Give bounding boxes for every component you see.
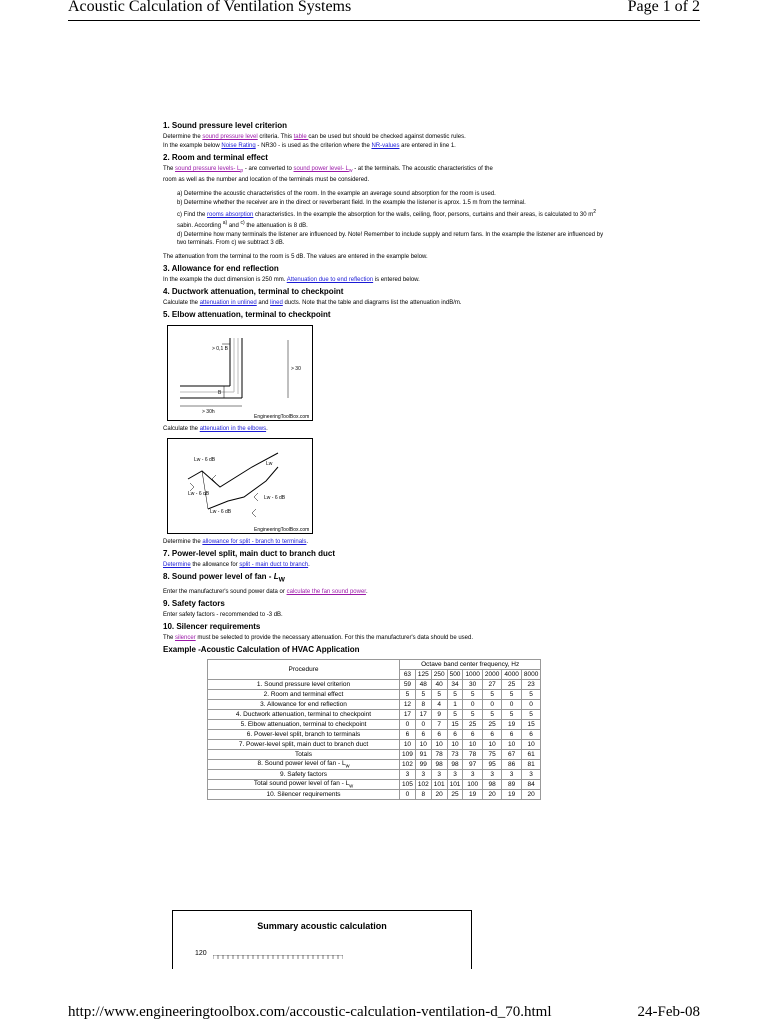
value-cell: 73 (447, 749, 463, 759)
procedure-cell: 3. Allowance for end reflection (208, 699, 400, 709)
value-cell: 5 (502, 709, 521, 719)
value-cell: 0 (482, 699, 501, 709)
procedure-cell: 10. Silencer requirements (208, 790, 400, 800)
procedure-cell: 5. Elbow attenuation, terminal to checkpoint (208, 719, 400, 729)
value-cell: 20 (431, 790, 447, 800)
link-silencer[interactable]: silencer (175, 634, 196, 641)
value-cell: 0 (415, 719, 431, 729)
value-cell: 6 (415, 729, 431, 739)
link-end-reflection[interactable]: Attenuation due to end reflection (286, 277, 374, 284)
value-cell: 5 (521, 709, 540, 719)
value-cell: 61 (521, 749, 540, 759)
summary-chart-title: Summary acoustic calculation (257, 921, 387, 931)
value-cell: 15 (521, 719, 540, 729)
value-cell: 5 (521, 689, 540, 699)
fig1-credit: EngineeringToolBox.com (254, 414, 310, 421)
fig1-label-top: > 0,1 B (212, 346, 228, 353)
section-8-text: Enter the manufacturer's sound power data or calculate the fan sound power. (163, 588, 368, 595)
value-cell: 89 (502, 780, 521, 790)
value-cell: 12 (400, 699, 416, 709)
value-cell: 3 (502, 770, 521, 780)
value-cell: 0 (521, 699, 540, 709)
page-content (163, 118, 605, 800)
value-cell: 3 (447, 770, 463, 780)
value-cell: 5 (463, 709, 482, 719)
example-heading: Example -Acoustic Calculation of HVAC Application (163, 644, 360, 654)
procedure-cell: Total sound power level of fan - $L_w$ (208, 780, 400, 790)
section-4-text: Calculate the attenuation in unlined and lined ducts. Note that the table and diagrams list the attenuation indB/m. (163, 300, 462, 307)
procedure-cell: 1. Sound pressure level criterion (208, 679, 400, 689)
elbow-diagram (167, 325, 313, 421)
value-cell: 8 (415, 790, 431, 800)
value-cell: 3 (482, 770, 501, 780)
section-2-item-c: c) Find the rooms absorption characteristics. In the example the absorption for the walls, ceiling, floor, persons, curtains and their areas, is calculated to 30 $m^2$ sabin. According $^{a)}$ and $^{c)}$ the attenuation is 8 dB. (177, 209, 596, 230)
table-row (208, 679, 541, 689)
table-row (208, 770, 541, 780)
fig2-label-1: Lw - 6 dB (194, 457, 216, 464)
value-cell: 19 (502, 790, 521, 800)
fig1-label-b: B (218, 390, 222, 397)
section-2-text-2: room as well as the number and location of the terminals must be considered. (163, 177, 370, 184)
value-cell: 5 (502, 689, 521, 699)
table-row (208, 790, 541, 800)
value-cell: 3 (431, 770, 447, 780)
page-url: http://www.engineeringtoolbox.com/accoustic-calculation-ventilation-d_70.html (68, 1004, 552, 1020)
link-calculate-fan-sound-power[interactable]: calculate the fan sound power (286, 588, 366, 595)
section-2-item-a: a) Determine the acoustic characteristics of the room. In the example an average sound absorption for the room is used. (177, 191, 496, 198)
fig1-label-right: > 30 (291, 366, 301, 373)
link-table[interactable]: table (293, 134, 309, 140)
fig2-label-3: Lw - 6 dB (188, 491, 210, 498)
fig2-credit: EngineeringToolBox.com (254, 527, 310, 534)
link-nr-values[interactable]: NR-values (371, 143, 400, 149)
procedure-cell: 2. Room and terminal effect (208, 689, 400, 699)
value-cell: 17 (415, 709, 431, 719)
section-2-item-d: d) Determine how many terminals the listener are influenced by. Note! Remember to include supply and return fans. In the example the listener are influenced by two terminals. From c) we subtract 3 dB. (177, 232, 604, 247)
section-9-text: Enter safety factors - recommended to -3 dB. (163, 611, 283, 618)
link-rooms-absorption[interactable]: rooms absorption (207, 212, 254, 219)
table-row (208, 780, 541, 790)
value-cell: 101 (447, 780, 463, 790)
procedure-cell: 6. Power-level split, branch to terminals (208, 729, 400, 739)
value-cell: 98 (482, 780, 501, 790)
procedure-cell: 7. Power-level split, main duct to branch duct (208, 739, 400, 749)
table-row (208, 689, 541, 699)
value-cell: 10 (521, 739, 540, 749)
link-sound-pressure-levels[interactable]: sound pressure levels- $L_p$ (175, 166, 244, 175)
page-number: Page 1 of 2 (627, 0, 700, 15)
frequency-header: 250 (431, 669, 447, 679)
link-determine[interactable]: Determine (163, 562, 191, 569)
section-6-text: Determine the allowance for split - branch to terminals. (163, 539, 309, 546)
value-cell: 81 (521, 759, 540, 769)
value-cell: 25 (463, 719, 482, 729)
fig2-label-2: Lw (266, 461, 273, 468)
value-cell: 10 (415, 739, 431, 749)
section-2-text-1: The sound pressure levels- $L_p$ - are converted to sound power level- $L_w$ - at the terminals. The acoustic characteristics of the (163, 166, 493, 175)
value-cell: 1 (447, 699, 463, 709)
procedure-cell: 9. Safety factors (208, 770, 400, 780)
value-cell: 5 (482, 709, 501, 719)
value-cell: 30 (463, 679, 482, 689)
frequency-header: 1000 (463, 669, 482, 679)
value-cell: 10 (502, 739, 521, 749)
frequency-header: 4000 (502, 669, 521, 679)
summary-axis (213, 955, 343, 961)
value-cell: 25 (482, 719, 501, 729)
value-cell: 7 (431, 719, 447, 729)
section-7-text: Determine the allowance for split - main duct to branch. (163, 562, 310, 569)
value-cell: 101 (431, 780, 447, 790)
value-cell: 59 (400, 679, 416, 689)
table-row (208, 719, 541, 729)
value-cell: 10 (482, 739, 501, 749)
table-row (208, 729, 541, 739)
value-cell: 67 (502, 749, 521, 759)
value-cell: 0 (502, 699, 521, 709)
example-table-body (208, 679, 541, 800)
section-10-heading: 10. Silencer requirements (163, 621, 261, 631)
value-cell: 19 (502, 719, 521, 729)
value-cell: 6 (482, 729, 501, 739)
section-3-text: In the example the duct dimension is 250 mm. Attenuation due to end reflection is entered below. (163, 277, 420, 284)
value-cell: 3 (415, 770, 431, 780)
table-row (208, 739, 541, 749)
value-cell: 84 (521, 780, 540, 790)
value-cell: 10 (463, 739, 482, 749)
value-cell: 102 (400, 759, 416, 769)
value-cell: 10 (447, 739, 463, 749)
value-cell: 5 (400, 689, 416, 699)
value-cell: 19 (463, 790, 482, 800)
fig1-label-bottom: > 30h (202, 409, 215, 416)
summary-chart (172, 910, 472, 969)
value-cell: 6 (400, 729, 416, 739)
document-title: Acoustic Calculation of Ventilation Systems (68, 0, 352, 15)
value-cell: 3 (521, 770, 540, 780)
section-4-heading: 4. Ductwork attenuation, terminal to checkpoint (163, 287, 344, 297)
value-cell: 0 (463, 699, 482, 709)
frequency-header: 500 (447, 669, 463, 679)
value-cell: 6 (431, 729, 447, 739)
value-cell: 15 (447, 719, 463, 729)
value-cell: 0 (400, 719, 416, 729)
section-1-text-2: In the example below Noise Rating - NR30 - is used as the criterion where the NR-values are entered in line 1. (163, 143, 456, 149)
value-cell: 86 (502, 759, 521, 769)
summary-axis-tick-120: 120 (195, 950, 207, 957)
value-cell: 10 (431, 739, 447, 749)
branch-split-diagram (167, 438, 313, 534)
value-cell: 3 (463, 770, 482, 780)
link-noise-rating[interactable]: Noise Rating (221, 143, 256, 149)
link-sound-power-level[interactable]: sound power level- $L_w$ (293, 166, 353, 175)
value-cell: 6 (447, 729, 463, 739)
value-cell: 98 (431, 759, 447, 769)
section-3-heading: 3. Allowance for end reflection (163, 264, 279, 274)
value-cell: 5 (482, 689, 501, 699)
procedure-cell: 4. Ductwork attenuation, terminal to checkpoint (208, 709, 400, 719)
value-cell: 98 (447, 759, 463, 769)
value-cell: 95 (482, 759, 501, 769)
column-header-procedure: Procedure (208, 659, 400, 679)
fig2-label-5: Lw - 6 dB (210, 509, 232, 516)
frequency-header: 8000 (521, 669, 540, 679)
value-cell: 4 (431, 699, 447, 709)
section-1-heading: 1. Sound pressure level criterion (163, 121, 288, 130)
value-cell: 25 (447, 790, 463, 800)
print-date: 24-Feb-08 (637, 1004, 700, 1020)
example-table (207, 659, 541, 801)
table-row (208, 699, 541, 709)
value-cell: 75 (482, 749, 501, 759)
value-cell: 102 (415, 780, 431, 790)
value-cell: 25 (502, 679, 521, 689)
section-2-summary: The attenuation from the terminal to the room is 5 dB. The values are entered in the example below. (163, 254, 428, 261)
value-cell: 5 (415, 689, 431, 699)
value-cell: 3 (400, 770, 416, 780)
link-split-branch-terminals[interactable]: allowance for split - branch to terminals (202, 539, 307, 546)
value-cell: 48 (415, 679, 431, 689)
value-cell: 78 (463, 749, 482, 759)
column-header-frequency: Octave band center frequency, Hz (400, 659, 541, 669)
section-9-heading: 9. Safety factors (163, 598, 225, 608)
value-cell: 99 (415, 759, 431, 769)
procedure-cell: Totals (208, 749, 400, 759)
value-cell: 40 (431, 679, 447, 689)
value-cell: 6 (521, 729, 540, 739)
value-cell: 8 (415, 699, 431, 709)
value-cell: 105 (400, 780, 416, 790)
link-split-main-branch[interactable]: split - main duct to branch (239, 562, 309, 569)
value-cell: 5 (463, 689, 482, 699)
value-cell: 5 (447, 709, 463, 719)
frequency-header: 63 (400, 669, 416, 679)
table-row (208, 759, 541, 769)
value-cell: 109 (400, 749, 416, 759)
procedure-cell: 8. Sound power level of fan - $L_w$ (208, 759, 400, 769)
value-cell: 23 (521, 679, 540, 689)
value-cell: 5 (431, 689, 447, 699)
section-7-heading: 7. Power-level split, main duct to branch duct (163, 549, 336, 559)
section-5-heading: 5. Elbow attenuation, terminal to checkpoint (163, 310, 331, 320)
value-cell: 78 (431, 749, 447, 759)
header-rule (68, 20, 700, 21)
value-cell: 34 (447, 679, 463, 689)
fig2-label-4: Lw - 6 dB (264, 495, 286, 502)
value-cell: 6 (502, 729, 521, 739)
link-attenuation-unlined[interactable]: attenuation in unlined (199, 300, 257, 307)
value-cell: 97 (463, 759, 482, 769)
frequency-header: 2000 (482, 669, 501, 679)
section-1-text-1: Determine the sound pressure level criteria. This table can be used but should be checked against domestic rules. (163, 134, 466, 140)
value-cell: 20 (482, 790, 501, 800)
table-row (208, 749, 541, 759)
value-cell: 100 (463, 780, 482, 790)
value-cell: 0 (400, 790, 416, 800)
value-cell: 91 (415, 749, 431, 759)
table-row (208, 709, 541, 719)
section-5-text: Calculate the attenuation in the elbows. (163, 426, 268, 433)
value-cell: 20 (521, 790, 540, 800)
value-cell: 17 (400, 709, 416, 719)
value-cell: 9 (431, 709, 447, 719)
link-sound-pressure-level[interactable]: sound pressure level (202, 134, 258, 140)
value-cell: 10 (400, 739, 416, 749)
frequency-header: 125 (415, 669, 431, 679)
link-attenuation-elbows[interactable]: attenuation in the elbows (199, 426, 267, 433)
link-lined[interactable]: lined (270, 300, 283, 307)
section-2-heading: 2. Room and terminal effect (163, 153, 268, 162)
value-cell: 27 (482, 679, 501, 689)
section-10-text: The silencer must be selected to provide the necessary attenuation. For this the manufacturer's data should be used. (163, 634, 474, 641)
section-2-item-b: b) Determine whether the receiver are in the direct or reverberant field. In the example the listener is aprox. 1.5 m from the terminal. (177, 200, 526, 207)
value-cell: 6 (463, 729, 482, 739)
value-cell: 5 (447, 689, 463, 699)
section-8-heading: 8. Sound power level of fan - $L_W$ (163, 572, 285, 584)
